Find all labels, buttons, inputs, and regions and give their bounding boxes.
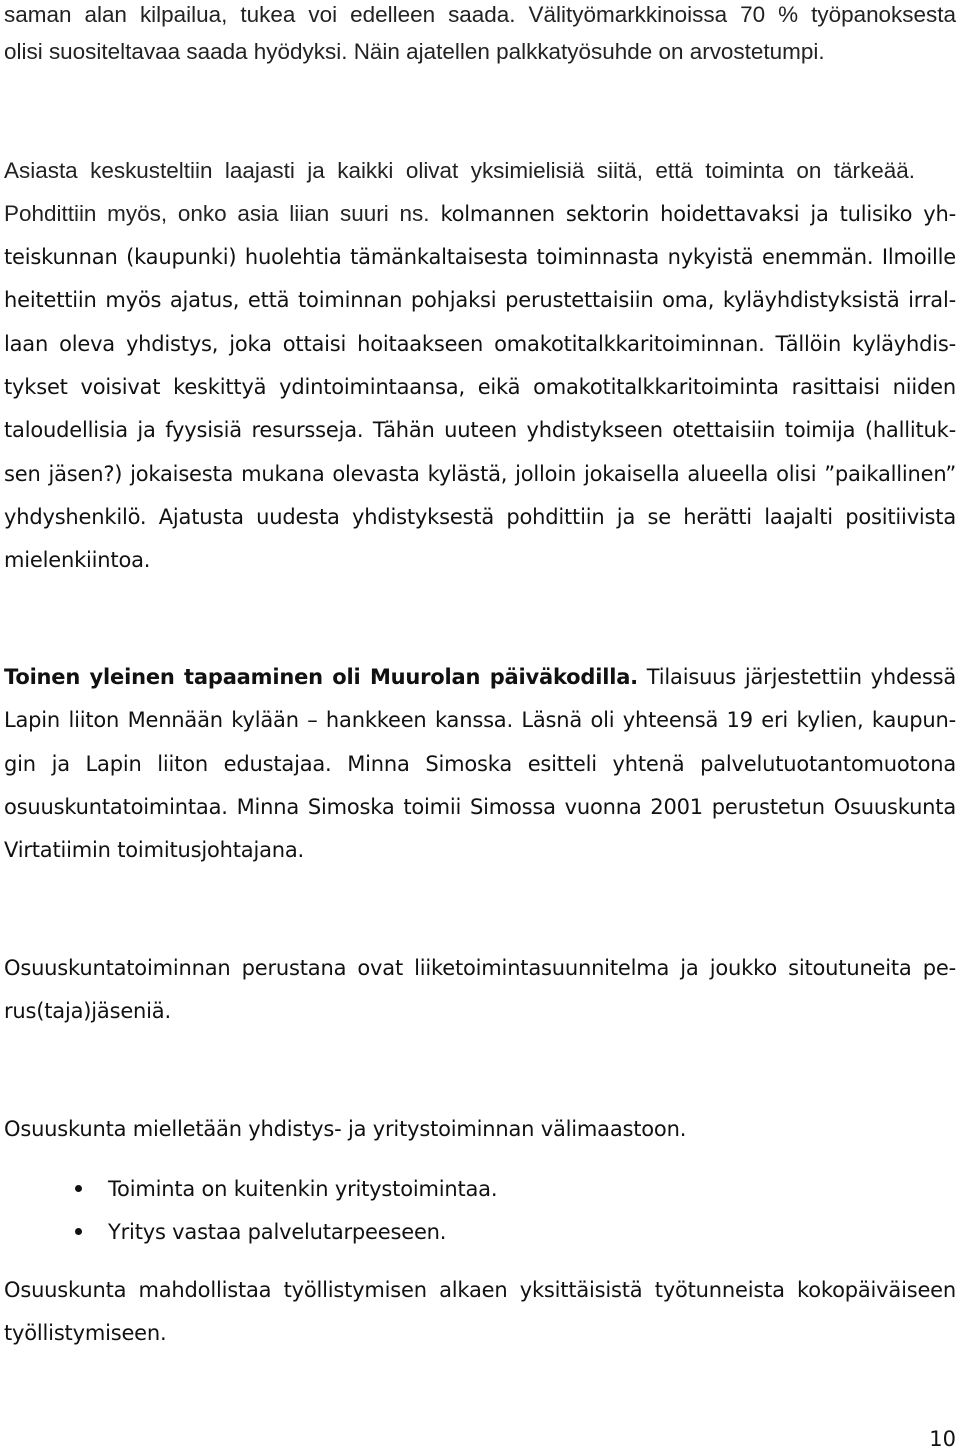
text-line-content: saman alan kilpailua, tukea voi edelleen saada. Välityömarkkinoissa 70 % työpanoksesta bbox=[4, 2, 956, 27]
text-line: rus(taja)jäseniä. bbox=[4, 999, 171, 1023]
text-line: sen jäsen?) jokaisesta mukana olevasta kylästä, jolloin jokaisella alueella olisi ”paikallinen” bbox=[4, 462, 956, 486]
text-line: osuuskuntatoimintaa. Minna Simoska toimii Simossa vuonna 2001 perustetun Osuuskunta bbox=[4, 795, 956, 819]
text-line bbox=[4, 37, 956, 67]
text-line: gin ja Lapin liiton edustajaa. Minna Simoska esitteli yhtenä palvelutuotantomuotona bbox=[4, 752, 956, 776]
text-line-end: Tilaisuus järjestettiin yhdessä bbox=[646, 665, 957, 689]
text-line: teiskunnan (kaupunki) huolehtia tämänkaltaisesta toiminnasta nykyistä enemmän. Ilmoille bbox=[4, 245, 956, 269]
text-line: laan oleva yhdistys, joka ottaisi hoitaakseen omakotitalkkaritoiminnan. Tällöin kyläyhdis- bbox=[4, 332, 956, 356]
text-line: Lapin liiton Mennään kylään – hankkeen kanssa. Läsnä oli yhteensä 19 eri kylien, kaupun- bbox=[4, 708, 956, 732]
text-line: mielenkiintoa. bbox=[4, 548, 151, 572]
text-line: tykset voisivat keskittyä ydintoimintaansa, eikä omakotitalkkaritoiminta rasittaisi niiden bbox=[4, 375, 956, 399]
text-line: Osuuskunta mielletään yhdistys- ja yritystoiminnan välimaastoon. bbox=[4, 1117, 687, 1141]
text-line-content: olisi suositeltavaa saada hyödyksi. Näin ajatellen palkkatyösuhde on arvostetumpi. bbox=[4, 39, 825, 64]
text-line-start: Pohdittiin myös, onko asia liian suuri ns. bbox=[4, 201, 430, 226]
text-line bbox=[4, 199, 956, 229]
text-line: Osuuskuntatoiminnan perustana ovat liiketoimintasuunnitelma ja joukko sitoutuneita pe- bbox=[4, 956, 956, 980]
text-line: taloudellisia ja fyysisiä resursseja. Tähän uuteen yhdistykseen otettaisiin toimija (hallituk- bbox=[4, 418, 956, 442]
text-line: heitettiin myös ajatus, että toiminnan pohjaksi perustettaisiin oma, kyläyhdistyksistä irral- bbox=[4, 288, 956, 312]
text-line bbox=[4, 0, 956, 30]
text-line bbox=[4, 156, 915, 186]
text-line-end: kolmannen sektorin hoidettavaksi ja tulisiko yh- bbox=[440, 202, 956, 226]
text-line: työllistymiseen. bbox=[4, 1321, 167, 1345]
list-item-text: Yritys vastaa palvelutarpeeseen. bbox=[108, 1220, 447, 1244]
bullet-icon bbox=[75, 1228, 82, 1235]
bold-lead-text: Toinen yleinen tapaaminen oli Muurolan päiväkodilla. bbox=[4, 665, 638, 689]
page-number: 10 bbox=[929, 1427, 956, 1451]
text-line: Virtatiimin toimitusjohtajana. bbox=[4, 838, 304, 862]
bullet-icon bbox=[75, 1185, 82, 1192]
text-line bbox=[4, 662, 956, 692]
list-item-text: Toiminta on kuitenkin yritystoimintaa. bbox=[108, 1177, 498, 1201]
text-line-content: Asiasta keskusteltiin laajasti ja kaikki olivat yksimielisiä siitä, että toiminta on tärkeää. bbox=[4, 158, 915, 183]
text-line: Osuuskunta mahdollistaa työllistymisen alkaen yksittäisistä työtunneista kokopäiväiseen bbox=[4, 1278, 956, 1302]
text-line: yhdyshenkilö. Ajatusta uudesta yhdistyksestä pohdittiin ja se herätti laajalti positiivista bbox=[4, 505, 956, 529]
